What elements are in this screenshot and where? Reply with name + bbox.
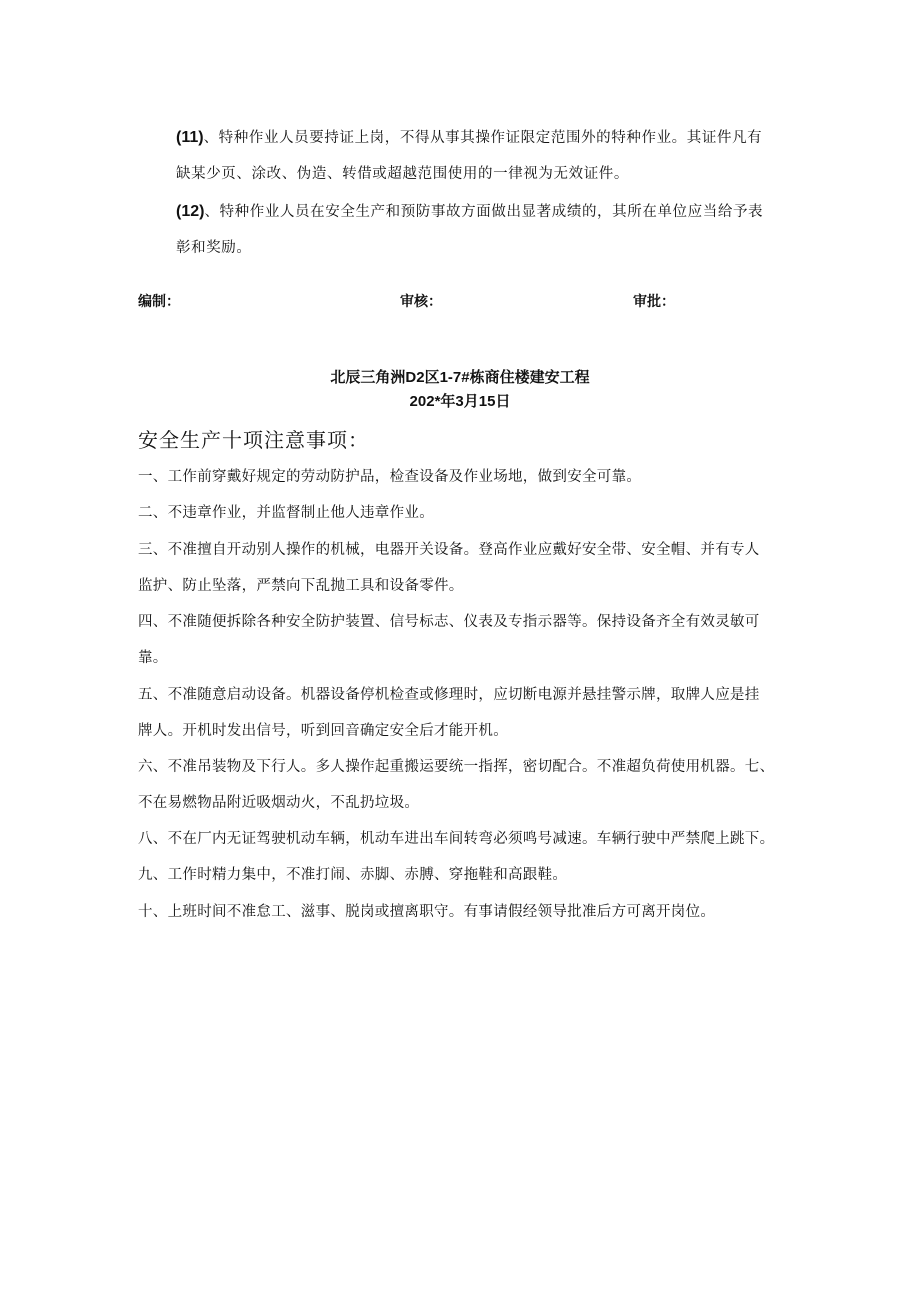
- reviewed-by-label: 审核：: [400, 293, 442, 309]
- clause-11-line-1: [176, 126, 762, 147]
- project-date: 202*年3月15日: [409, 393, 511, 410]
- safety-note-line: 三、不准擅自开动别人操作的机械，电器开关设备。登高作业应戴好安全带、安全帽、并有专人: [138, 542, 760, 558]
- clause-12-number: (12): [176, 203, 205, 220]
- safety-note-line: 五、不准随意启动设备。机器设备停机检查或修理时，应切断电源并悬挂警示牌，取牌人应是挂: [138, 687, 760, 703]
- project-title: 北辰三角洲D2区1-7#栋商住楼建安工程: [330, 369, 590, 386]
- clause-11-line-2: 缺某少页、涂改、伪造、转借或超越范围使用的一律视为无效证件。: [176, 166, 629, 182]
- clause-12-line-1: [176, 200, 763, 221]
- approved-by-label: 审批：: [633, 293, 675, 309]
- clause-11-number: (11): [176, 129, 204, 146]
- safety-note-line: 九、工作时精力集中，不准打闹、赤脚、赤膊、穿拖鞋和高跟鞋。: [138, 867, 568, 883]
- safety-note-line: 靠。: [138, 650, 168, 666]
- safety-note-line: 一、工作前穿戴好规定的劳动防护品，检查设备及作业场地，做到安全可靠。: [138, 469, 642, 485]
- safety-note-line: 十、上班时间不准怠工、滋事、脱岗或擅离职守。有事请假经领导批准后方可离开岗位。: [138, 904, 716, 920]
- safety-note-line: 四、不准随便拆除各种安全防护装置、信号标志、仪表及专指示器等。保持设备齐全有效灵敏可: [138, 614, 760, 630]
- safety-note-line: 六、不准吊装物及下行人。多人操作起重搬运要统一指挥，密切配合。不准超负荷使用机器。七、: [138, 759, 775, 775]
- safety-note-line: 监护、防止坠落，严禁向下乱抛工具和设备零件。: [138, 578, 464, 594]
- compiled-by-label: 编制：: [138, 293, 180, 309]
- safety-note-line: 八、不在厂内无证驾驶机动车辆，机动车进出车间转弯必须鸣号减速。车辆行驶中严禁爬上跳下。: [138, 831, 775, 847]
- safety-note-line: 牌人。开机时发出信号，听到回音确定安全后才能开机。: [138, 723, 508, 739]
- safety-note-line: 二、不违章作业，并监督制止他人违章作业。: [138, 505, 434, 521]
- clause-11-text-1: 、特种作业人员要持证上岗，不得从事其操作证限定范围外的特种作业。其证件凡有: [203, 130, 763, 146]
- safety-notes-heading: 安全生产十项注意事项：: [138, 428, 369, 452]
- safety-note-line: 不在易燃物品附近吸烟动火，不乱扔垃圾。: [138, 795, 420, 811]
- clause-12-line-2: 彰和奖励。: [176, 240, 252, 256]
- clause-12-text-1: 、特种作业人员在安全生产和预防事故方面做出显著成绩的，其所在单位应当给予表: [204, 204, 764, 220]
